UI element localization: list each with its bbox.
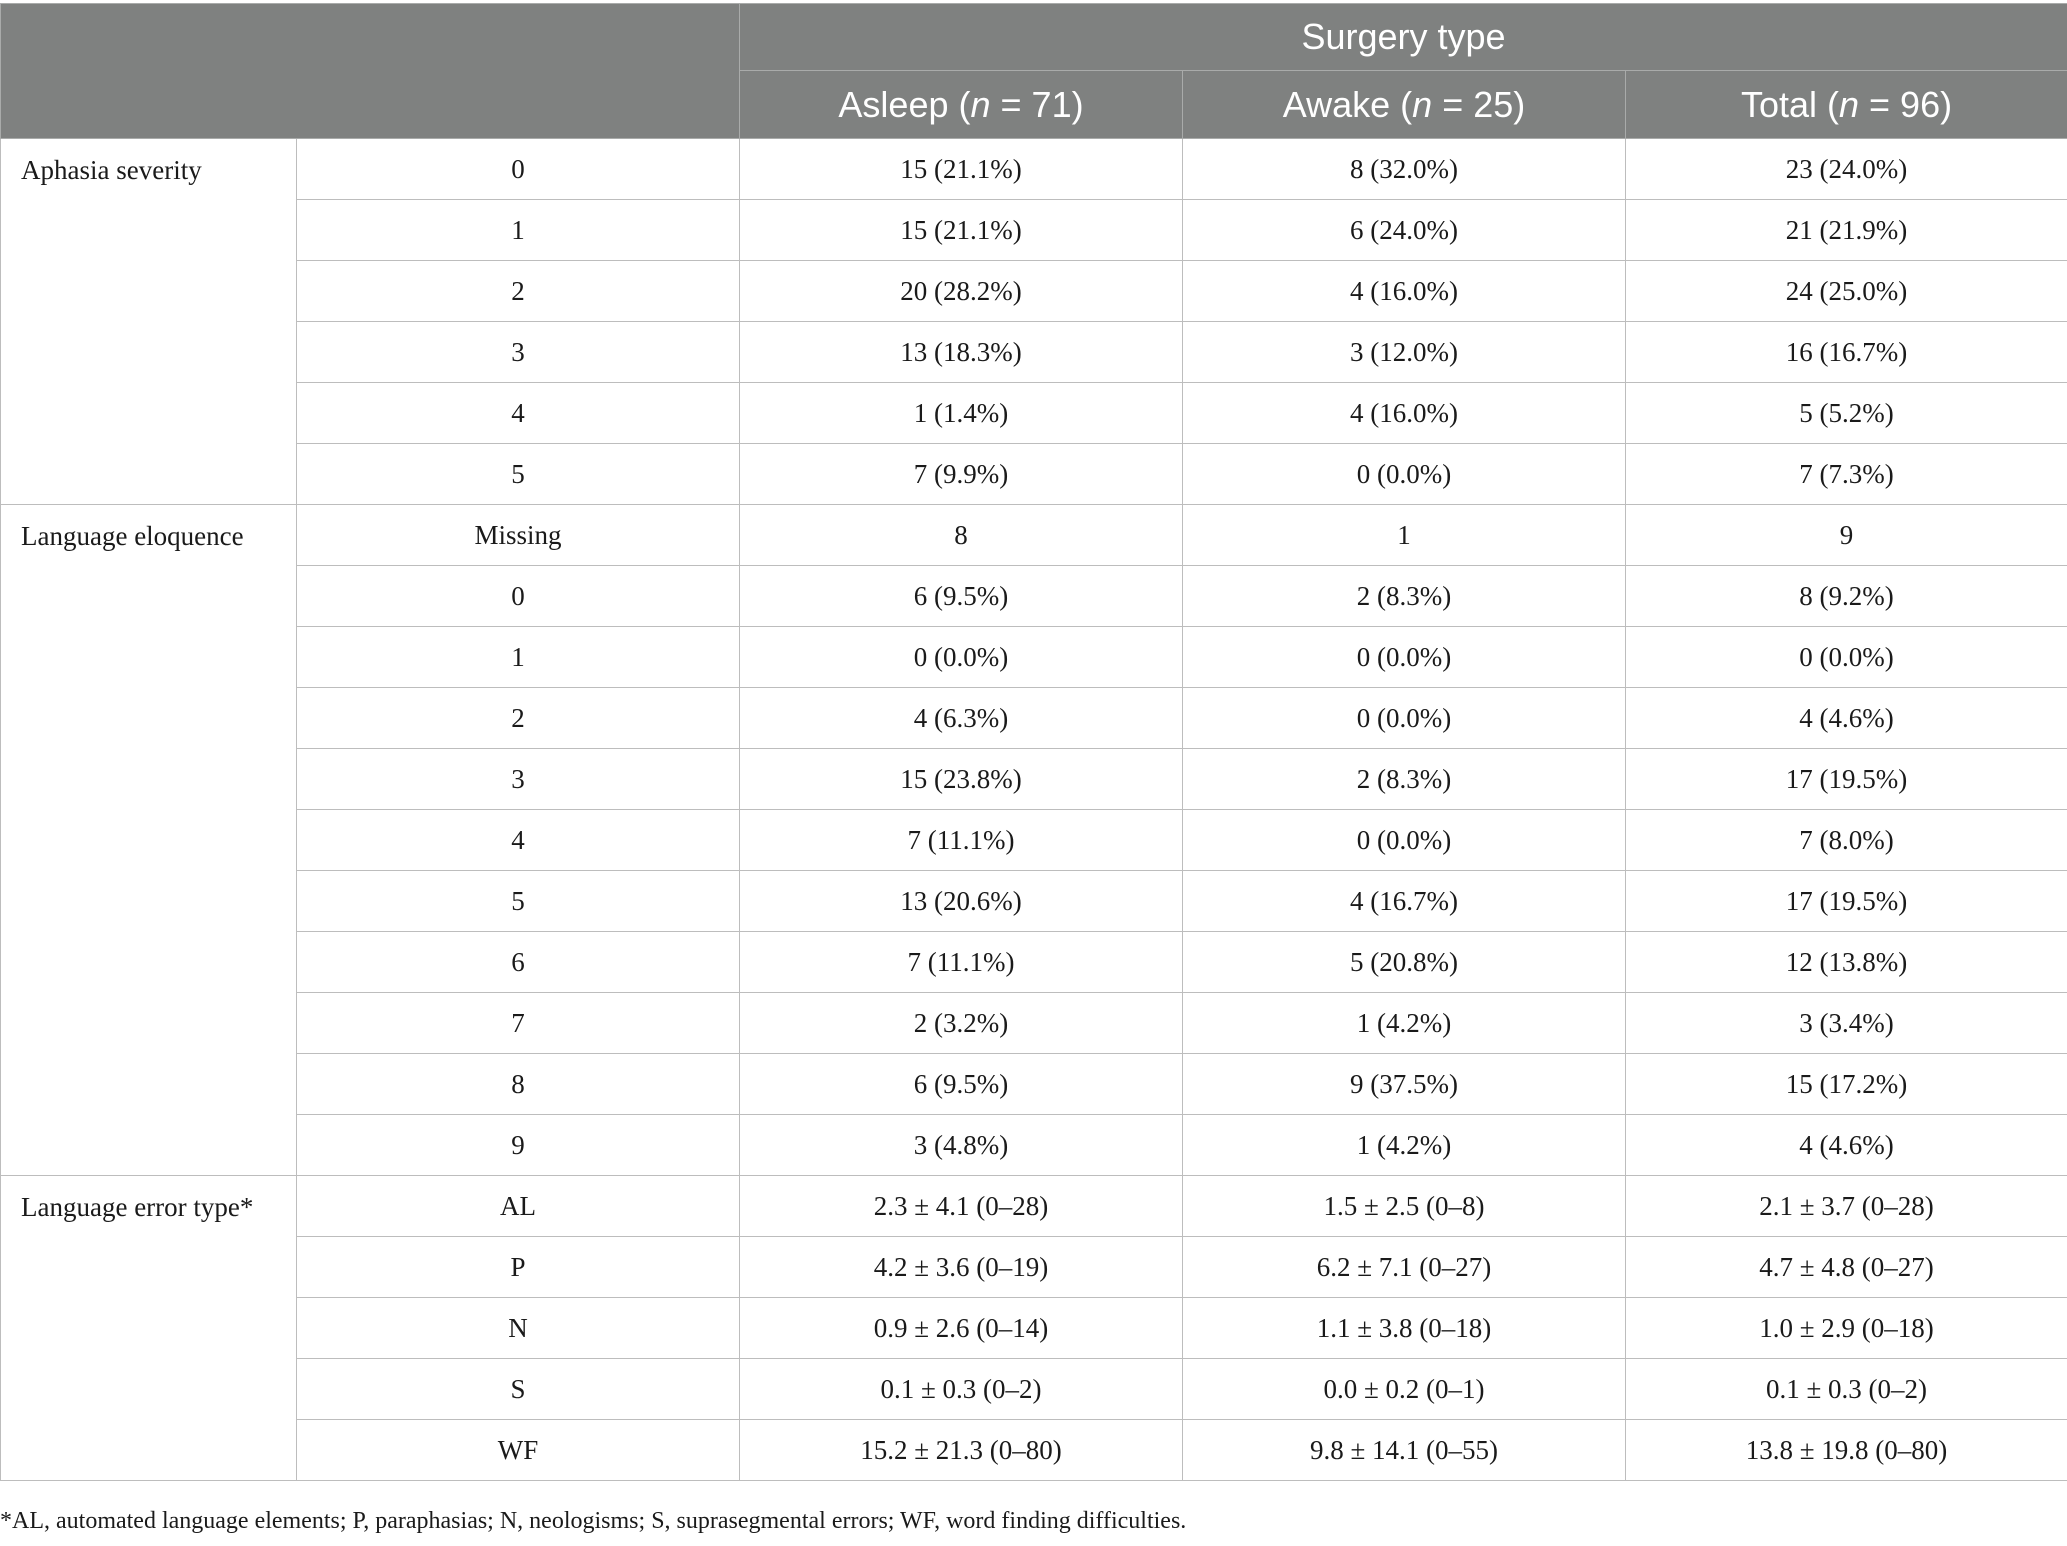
subcategory-cell: 0 xyxy=(297,139,740,200)
total-cell: 16 (16.7%) xyxy=(1626,322,2067,383)
awake-cell: 1.5 ± 2.5 (0–8) xyxy=(1183,1176,1626,1237)
awake-cell: 4 (16.0%) xyxy=(1183,261,1626,322)
asleep-cell: 4.2 ± 3.6 (0–19) xyxy=(740,1237,1183,1298)
subcategory-cell: 7 xyxy=(297,993,740,1054)
awake-cell: 0 (0.0%) xyxy=(1183,810,1626,871)
table-row xyxy=(1,993,2067,1054)
subcategory-cell: 6 xyxy=(297,932,740,993)
table-footnote: *AL, automated language elements; P, paraphasias; N, neologisms; S, suprasegmental errors; WF, word finding difficulties. xyxy=(0,1508,1187,1534)
header-awake: Awake (n = 25) xyxy=(1183,71,1626,139)
subcategory-cell: 0 xyxy=(297,566,740,627)
awake-cell: 1 xyxy=(1183,505,1626,566)
subcategory-cell: 2 xyxy=(297,688,740,749)
table-row xyxy=(1,1176,2067,1237)
asleep-cell: 6 (9.5%) xyxy=(740,566,1183,627)
total-cell: 17 (19.5%) xyxy=(1626,749,2067,810)
total-cell: 21 (21.9%) xyxy=(1626,200,2067,261)
subcategory-cell: 1 xyxy=(297,627,740,688)
total-cell: 8 (9.2%) xyxy=(1626,566,2067,627)
table-row xyxy=(1,627,2067,688)
asleep-cell: 15 (21.1%) xyxy=(740,200,1183,261)
asleep-cell: 13 (20.6%) xyxy=(740,871,1183,932)
awake-cell: 2 (8.3%) xyxy=(1183,749,1626,810)
awake-cell: 0 (0.0%) xyxy=(1183,627,1626,688)
table-row xyxy=(1,688,2067,749)
table-body xyxy=(1,139,2067,1481)
total-cell: 24 (25.0%) xyxy=(1626,261,2067,322)
table-row xyxy=(1,932,2067,993)
subcategory-cell: 1 xyxy=(297,200,740,261)
table-row xyxy=(1,1115,2067,1176)
asleep-cell: 2 (3.2%) xyxy=(740,993,1183,1054)
table-row xyxy=(1,1359,2067,1420)
awake-cell: 4 (16.0%) xyxy=(1183,383,1626,444)
total-cell: 7 (7.3%) xyxy=(1626,444,2067,505)
table-row xyxy=(1,871,2067,932)
table-row xyxy=(1,505,2067,566)
total-cell: 23 (24.0%) xyxy=(1626,139,2067,200)
awake-cell: 2 (8.3%) xyxy=(1183,566,1626,627)
asleep-cell: 6 (9.5%) xyxy=(740,1054,1183,1115)
table-row xyxy=(1,1298,2067,1359)
subcategory-cell: S xyxy=(297,1359,740,1420)
subcategory-cell: 8 xyxy=(297,1054,740,1115)
category-cell: Language eloquence xyxy=(1,505,297,1176)
table-row xyxy=(1,810,2067,871)
total-cell: 5 (5.2%) xyxy=(1626,383,2067,444)
subcategory-cell: 9 xyxy=(297,1115,740,1176)
results-table-container xyxy=(0,3,2067,1481)
table-row xyxy=(1,200,2067,261)
awake-cell: 3 (12.0%) xyxy=(1183,322,1626,383)
awake-cell: 0.0 ± 0.2 (0–1) xyxy=(1183,1359,1626,1420)
subcategory-cell: WF xyxy=(297,1420,740,1481)
asleep-cell: 7 (11.1%) xyxy=(740,932,1183,993)
total-cell: 1.0 ± 2.9 (0–18) xyxy=(1626,1298,2067,1359)
asleep-cell: 15 (21.1%) xyxy=(740,139,1183,200)
total-cell: 12 (13.8%) xyxy=(1626,932,2067,993)
awake-cell: 1 (4.2%) xyxy=(1183,993,1626,1054)
asleep-cell: 3 (4.8%) xyxy=(740,1115,1183,1176)
header-total: Total (n = 96) xyxy=(1626,71,2067,139)
total-cell: 13.8 ± 19.8 (0–80) xyxy=(1626,1420,2067,1481)
asleep-cell: 0.9 ± 2.6 (0–14) xyxy=(740,1298,1183,1359)
table-row xyxy=(1,1054,2067,1115)
table-row xyxy=(1,444,2067,505)
awake-cell: 9 (37.5%) xyxy=(1183,1054,1626,1115)
table-row xyxy=(1,261,2067,322)
awake-cell: 4 (16.7%) xyxy=(1183,871,1626,932)
category-cell: Language error type* xyxy=(1,1176,297,1481)
subcategory-cell: AL xyxy=(297,1176,740,1237)
awake-cell: 1.1 ± 3.8 (0–18) xyxy=(1183,1298,1626,1359)
table-header xyxy=(1,4,2067,139)
total-cell: 7 (8.0%) xyxy=(1626,810,2067,871)
subcategory-cell: 3 xyxy=(297,322,740,383)
awake-cell: 6 (24.0%) xyxy=(1183,200,1626,261)
subcategory-cell: 4 xyxy=(297,810,740,871)
awake-cell: 0 (0.0%) xyxy=(1183,444,1626,505)
total-cell: 15 (17.2%) xyxy=(1626,1054,2067,1115)
subcategory-cell: 2 xyxy=(297,261,740,322)
asleep-cell: 0 (0.0%) xyxy=(740,627,1183,688)
total-cell: 2.1 ± 3.7 (0–28) xyxy=(1626,1176,2067,1237)
table-row xyxy=(1,566,2067,627)
asleep-cell: 4 (6.3%) xyxy=(740,688,1183,749)
subcategory-cell: N xyxy=(297,1298,740,1359)
total-cell: 3 (3.4%) xyxy=(1626,993,2067,1054)
asleep-cell: 8 xyxy=(740,505,1183,566)
total-cell: 0 (0.0%) xyxy=(1626,627,2067,688)
asleep-cell: 7 (11.1%) xyxy=(740,810,1183,871)
table-row xyxy=(1,749,2067,810)
header-surgery-type: Surgery type xyxy=(740,4,2067,71)
table-row xyxy=(1,1420,2067,1481)
asleep-cell: 1 (1.4%) xyxy=(740,383,1183,444)
category-cell: Aphasia severity xyxy=(1,139,297,505)
asleep-cell: 0.1 ± 0.3 (0–2) xyxy=(740,1359,1183,1420)
awake-cell: 8 (32.0%) xyxy=(1183,139,1626,200)
total-cell: 9 xyxy=(1626,505,2067,566)
total-cell: 4.7 ± 4.8 (0–27) xyxy=(1626,1237,2067,1298)
awake-cell: 9.8 ± 14.1 (0–55) xyxy=(1183,1420,1626,1481)
table-row xyxy=(1,322,2067,383)
subcategory-cell: 5 xyxy=(297,444,740,505)
total-cell: 0.1 ± 0.3 (0–2) xyxy=(1626,1359,2067,1420)
subcategory-cell: Missing xyxy=(297,505,740,566)
subcategory-cell: P xyxy=(297,1237,740,1298)
awake-cell: 1 (4.2%) xyxy=(1183,1115,1626,1176)
asleep-cell: 20 (28.2%) xyxy=(740,261,1183,322)
subcategory-cell: 4 xyxy=(297,383,740,444)
table-row xyxy=(1,139,2067,200)
subcategory-cell: 5 xyxy=(297,871,740,932)
subcategory-cell: 3 xyxy=(297,749,740,810)
table-row xyxy=(1,383,2067,444)
asleep-cell: 15 (23.8%) xyxy=(740,749,1183,810)
total-cell: 4 (4.6%) xyxy=(1626,1115,2067,1176)
awake-cell: 5 (20.8%) xyxy=(1183,932,1626,993)
asleep-cell: 2.3 ± 4.1 (0–28) xyxy=(740,1176,1183,1237)
total-cell: 17 (19.5%) xyxy=(1626,871,2067,932)
awake-cell: 6.2 ± 7.1 (0–27) xyxy=(1183,1237,1626,1298)
results-table xyxy=(0,3,2067,1481)
total-cell: 4 (4.6%) xyxy=(1626,688,2067,749)
asleep-cell: 13 (18.3%) xyxy=(740,322,1183,383)
table-row xyxy=(1,1237,2067,1298)
header-asleep: Asleep (n = 71) xyxy=(740,71,1183,139)
asleep-cell: 15.2 ± 21.3 (0–80) xyxy=(740,1420,1183,1481)
asleep-cell: 7 (9.9%) xyxy=(740,444,1183,505)
header-blank-cell xyxy=(1,4,740,139)
awake-cell: 0 (0.0%) xyxy=(1183,688,1626,749)
